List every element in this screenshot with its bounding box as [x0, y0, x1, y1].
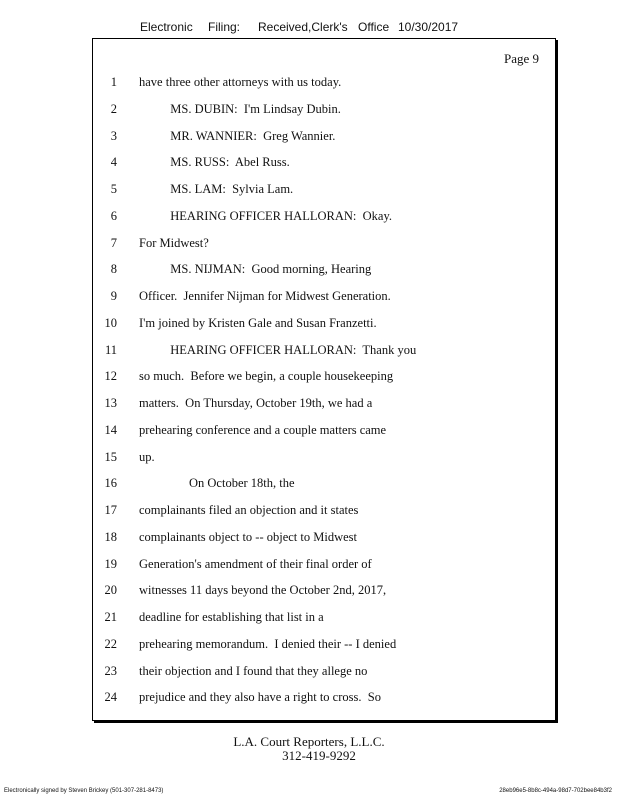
transcript-line [93, 664, 555, 682]
transcript-line [93, 583, 555, 601]
transcript-line [93, 102, 555, 120]
line-text: MS. DUBIN: I'm Lindsay Dubin. [139, 101, 341, 116]
line-number: 17 [104, 503, 117, 517]
line-number: 14 [104, 422, 117, 437]
line-number: 3 [110, 128, 117, 143]
line-text: their objection and I found that they allege no [139, 663, 368, 678]
transcript-line [93, 396, 555, 414]
header-received-clerk: Received,Clerk's [258, 20, 348, 34]
line-number: 2 [110, 101, 117, 116]
line-text: On October 18th, the [139, 476, 295, 491]
line-number: 11 [104, 342, 117, 357]
transcript-line [93, 450, 555, 468]
transcript-line [93, 530, 555, 548]
line-text: I'm joined by Kristen Gale and Susan Franzetti. [139, 315, 377, 330]
line-text: prehearing memorandum. I denied their -- I denied [139, 636, 397, 651]
transcript-line [93, 637, 555, 655]
line-number: 20 [104, 583, 117, 598]
line-number: 13 [104, 396, 117, 410]
line-number: 18 [104, 529, 117, 544]
line-number: 10 [104, 315, 117, 330]
transcript-line [93, 557, 555, 575]
transcript-line [93, 236, 555, 254]
transcript-line [93, 316, 555, 334]
page-number: Page 9 [503, 51, 539, 66]
transcript-line [93, 182, 555, 200]
line-number: 23 [104, 663, 117, 678]
line-text: MR. WANNIER: Greg Wannier. [139, 128, 336, 143]
line-number: 24 [104, 690, 117, 705]
line-number: 8 [110, 262, 117, 277]
transcript-page [92, 38, 556, 721]
header-electronic: Electronic [140, 20, 193, 34]
line-text: Officer. Jennifer Nijman for Midwest Generation. [139, 289, 391, 303]
line-text: MS. NIJMAN: Good morning, Hearing [139, 262, 372, 277]
transcript-line [93, 75, 555, 93]
line-number: 9 [110, 289, 117, 303]
line-text: prehearing conference and a couple matters came [139, 422, 387, 437]
line-number: 4 [110, 155, 117, 170]
line-number: 22 [104, 636, 117, 651]
line-number: 19 [104, 556, 117, 571]
line-text: deadline for establishing that list in a [139, 610, 324, 624]
transcript-line [93, 289, 555, 307]
line-text: HEARING OFFICER HALLORAN: Okay. [139, 208, 393, 223]
transcript-line [93, 423, 555, 441]
line-text: For Midwest? [139, 235, 209, 250]
line-number: 16 [104, 476, 117, 491]
transcript-line [93, 503, 555, 521]
header-office: Office [358, 20, 390, 34]
line-text: MS. LAM: Sylvia Lam. [139, 182, 294, 196]
line-text: up. [139, 449, 155, 464]
line-text: so much. Before we begin, a couple housekeeping [139, 369, 394, 384]
line-text: have three other attorneys with us today. [139, 75, 342, 89]
reporter-phone: 312-419-9292 [282, 748, 356, 763]
line-number: 5 [110, 182, 117, 196]
transcript-line [93, 610, 555, 628]
line-number: 12 [104, 369, 117, 384]
header-filing: Filing: [208, 20, 241, 34]
line-number: 21 [104, 610, 117, 624]
line-text: complainants object to -- object to Midwest [139, 529, 358, 544]
document-id: 28eb96e5-8b8c-494a-98d7-702bee84b3f2 [499, 788, 612, 794]
transcript-line [93, 262, 555, 280]
transcript-line [93, 369, 555, 387]
line-text: matters. On Thursday, October 19th, we had a [139, 396, 373, 410]
line-number: 6 [110, 208, 117, 223]
transcript-line [93, 209, 555, 227]
line-text: MS. RUSS: Abel Russ. [139, 155, 290, 170]
electronic-signature: Electronically signed by Steven Brickey (501-307-281-8473) [4, 788, 164, 794]
line-text: Generation's amendment of their final order of [139, 556, 372, 571]
reporter-company: L.A. Court Reporters, L.L.C. [233, 734, 385, 749]
transcript-line [93, 343, 555, 361]
line-text: complainants filed an objection and it states [139, 503, 359, 517]
line-text: witnesses 11 days beyond the October 2nd, 2017, [139, 583, 387, 598]
transcript-line [93, 476, 555, 494]
line-text: HEARING OFFICER HALLORAN: Thank you [139, 342, 417, 357]
line-number: 15 [104, 449, 117, 464]
line-number: 7 [110, 235, 117, 250]
transcript-line [93, 129, 555, 147]
transcript-line [93, 690, 555, 708]
line-text: prejudice and they also have a right to cross. So [139, 690, 381, 705]
header-date: 10/30/2017 [398, 20, 459, 34]
transcript-line [93, 155, 555, 173]
line-number: 1 [110, 75, 117, 89]
